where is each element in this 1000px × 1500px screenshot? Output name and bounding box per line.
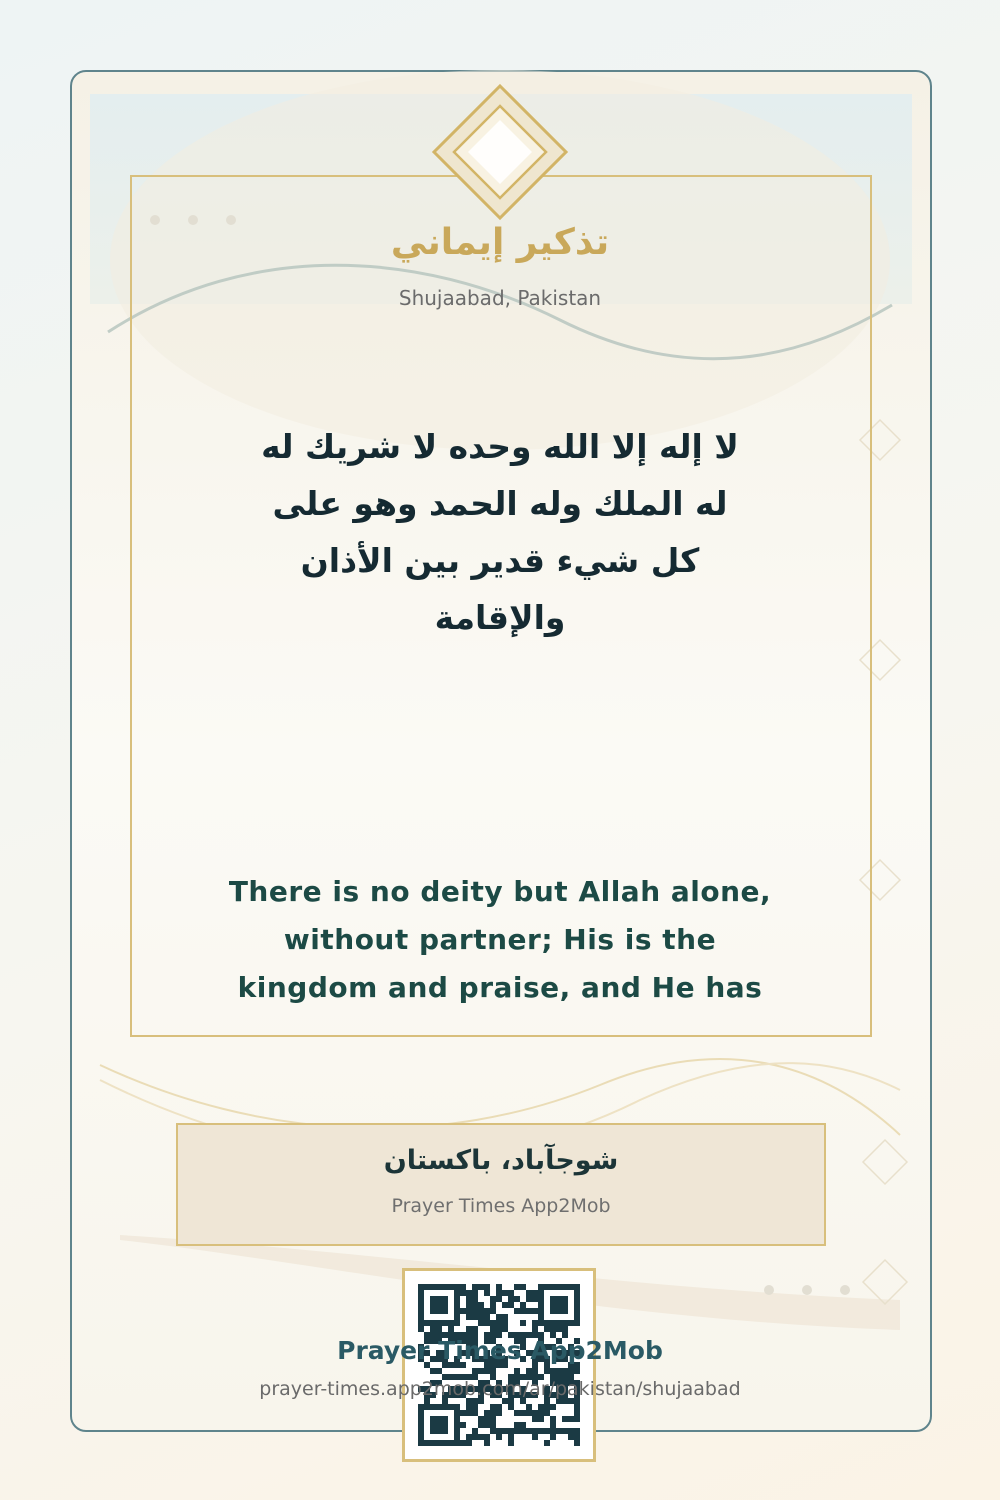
location-info-box <box>176 1123 826 1246</box>
diamond-emblem-icon <box>430 82 570 222</box>
arabic-dhikr-text: لا إله إلا الله وحده لا شريك له له الملك وله الحمد وهو على كل شيء قدير بين الأذان والإقامة <box>261 427 739 637</box>
app-name-label: Prayer Times App2Mob <box>391 1195 611 1217</box>
english-translation-text: There is no deity but Allah alone, without partner; His is the kingdom and praise, and He has <box>228 875 772 1004</box>
footer-url[interactable]: prayer-times.app2mob.com/ar/pakistan/shujaabad <box>259 1378 741 1400</box>
footer-brand: Prayer Times App2Mob <box>337 1336 663 1365</box>
page-title: تذكير إيماني <box>390 222 610 263</box>
qr-code-icon <box>418 1284 580 1446</box>
location-subtitle: Shujaabad, Pakistan <box>398 286 602 310</box>
qr-code[interactable] <box>402 1268 596 1462</box>
location-arabic-label: شوجآباد، باكستان <box>383 1145 619 1176</box>
